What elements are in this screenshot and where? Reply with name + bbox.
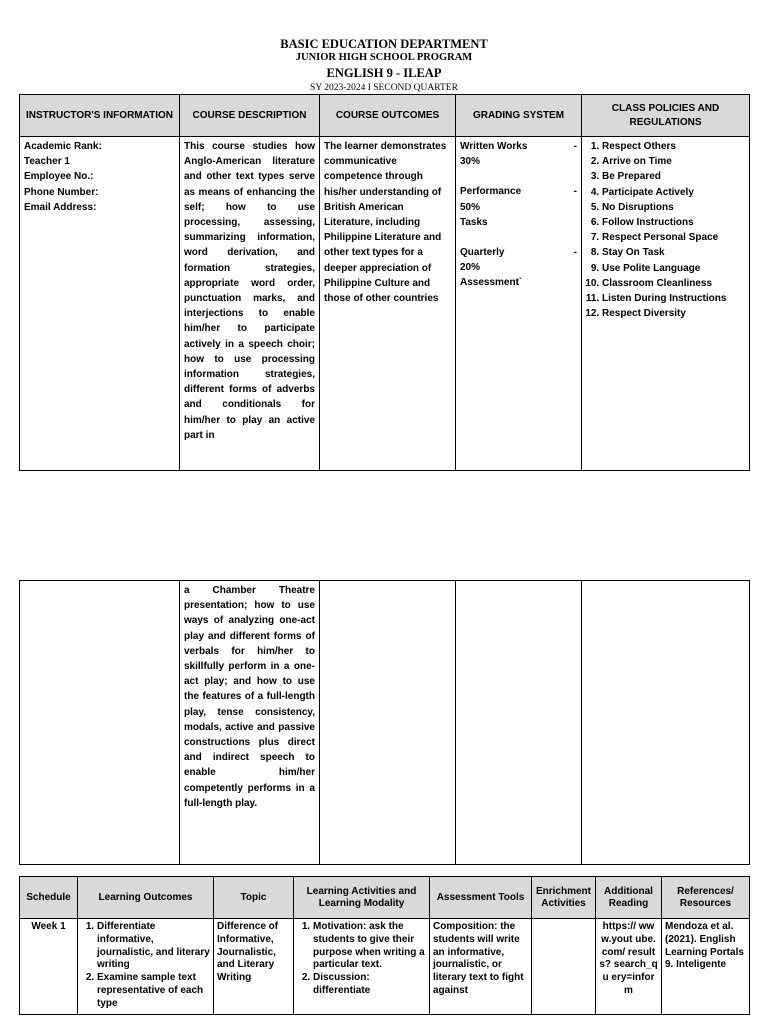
- sched-header-reading: Additional Reading: [596, 877, 662, 919]
- instructor-rank-label: Academic Rank:: [24, 141, 102, 152]
- header-policies: CLASS POLICIES AND REGULATIONS: [582, 95, 750, 137]
- header-instructor: INSTRUCTOR'S INFORMATION: [20, 95, 180, 137]
- instructor-employee-label: Employee No.:: [24, 171, 94, 183]
- sched-activity-item: 2. Discussion: differentiate: [313, 972, 426, 998]
- policy-item: 9. Use Polite Language: [602, 261, 745, 276]
- instructor-rank-value: Teacher 1: [24, 156, 70, 168]
- sched-week: Week 1: [20, 919, 78, 1015]
- course-description-part2: a Chamber Theatre presentation; how to use ways of analyzing one-act play and different forms of verbals for him/her to skillfully perform in a one-act play; and how to use the features of a full-length play, tense consistency, modals, active and passive constructions plus direct and indirect speech to enable him/her competently performs in a full-length play.: [184, 585, 315, 809]
- sched-activities-cell: [294, 919, 430, 1015]
- sched-references: Mendoza et al. (2021). English Learning Portals 9. Inteligente: [662, 919, 750, 1015]
- class-policies-cell-cont: [582, 581, 750, 865]
- course-outcomes-cell-cont: [320, 581, 456, 865]
- policy-item: 5. No Disruptions: [602, 200, 745, 215]
- policy-item: 6. Follow Instructions: [602, 215, 745, 230]
- policy-item: 7. Respect Personal Space: [602, 230, 745, 245]
- instructor-info-cell-cont: [20, 581, 180, 865]
- grading-performance-pct: 50%: [460, 201, 481, 213]
- header-outcomes: COURSE OUTCOMES: [320, 95, 456, 137]
- sched-header-assessment: Assessment Tools: [430, 877, 532, 919]
- grading-quarterly-pct: 20%: [460, 262, 481, 274]
- program-title: JUNIOR HIGH SCHOOL PROGRAM: [295, 52, 473, 63]
- course-description-part1: This course studies how Anglo-American literature and other text types serve as means of enhancing the self; how to use processing, assessing, summarizing information, word derivation, and formation strategies, appropriate word order, punctuation marks, and interjections to enable him/her to participate actively in a speech choir; how to use processing information strategies, different forms of adverbs and conditionals for him/her to play an active part in: [184, 141, 315, 441]
- instructor-info-cell: [20, 137, 180, 471]
- grading-quarterly: Quarterly -: [460, 247, 577, 259]
- sched-header-enrichment: Enrichment Activities: [532, 877, 596, 919]
- grading-written-pct: 30%: [460, 156, 481, 168]
- sched-outcomes-list: [81, 921, 210, 1011]
- instructor-email-label: Email Address:: [24, 201, 97, 213]
- grading-written: Written Works -: [460, 141, 577, 152]
- course-outcomes-cell: [320, 137, 456, 471]
- policy-item: 3. Be Prepared: [602, 169, 745, 184]
- sched-activities-list: [297, 921, 426, 998]
- header-description: COURSE DESCRIPTION: [180, 95, 320, 137]
- sched-reading-link[interactable]: https:// www.yout ube.com/ results? search_qu ery=inform: [596, 919, 662, 1015]
- syllabus-table: [19, 94, 750, 471]
- policy-item: 11. Listen During Instructions: [602, 291, 745, 306]
- grading-quarterly-extra: Assessment`: [460, 277, 523, 289]
- sched-header-outcomes: Learning Outcomes: [78, 877, 214, 919]
- policy-item: 10. Classroom Cleanliness: [602, 276, 745, 291]
- course-outcomes-text: The learner demonstrates communicative competence through his/her understanding of British American Literature, including Philippine Literature and other text types for a deeper appreciation of Philippine Culture and those of other countries: [324, 141, 447, 305]
- grading-system-cell: [456, 137, 582, 471]
- grading-performance: Performance -: [460, 186, 577, 198]
- class-policies-cell: [582, 137, 750, 471]
- sched-outcomes-cell: [78, 919, 214, 1015]
- policy-item: 8. Stay On Task: [602, 245, 745, 260]
- school-year: SY 2023-2024 I SECOND QUARTER: [310, 83, 458, 93]
- sched-outcome-item: 1. Differentiate informative, journalistic, and literary writing: [97, 921, 210, 972]
- sched-header-references: References/ Resources: [662, 877, 750, 919]
- sched-header-schedule: Schedule: [20, 877, 78, 919]
- sched-header-topic: Topic: [214, 877, 294, 919]
- policy-item: 1. Respect Others: [602, 139, 745, 154]
- schedule-table: [19, 876, 750, 1015]
- sched-assessment: Composition: the students will write an informative, journalistic, or literary text to fight against: [430, 919, 532, 1015]
- policy-item: 4. Participate Actively: [602, 185, 745, 200]
- sched-topic: Difference of Informative, Journalistic, and Literary Writing: [214, 919, 294, 1015]
- sched-outcome-item: 2. Examine sample text representative of each type: [97, 972, 210, 1010]
- grading-system-cell-cont: [456, 581, 582, 865]
- sched-header-activities: Learning Activities and Learning Modality: [294, 877, 430, 919]
- syllabus-table-continued: [19, 580, 750, 865]
- sched-enrichment: [532, 919, 596, 1015]
- course-description-cell: [180, 137, 320, 471]
- instructor-phone-label: Phone Number:: [24, 186, 99, 198]
- policy-item: 12. Respect Diversity: [602, 306, 745, 321]
- course-title: ENGLISH 9 - ILEAP: [326, 66, 442, 80]
- header-grading: GRADING SYSTEM: [456, 95, 582, 137]
- department-title: BASIC EDUCATION DEPARTMENT: [280, 37, 488, 51]
- class-policies-list: [586, 139, 745, 321]
- sched-activity-item: 1. Motivation: ask the students to give their purpose when writing a particular text.: [313, 921, 426, 972]
- policy-item: 2. Arrive on Time: [602, 154, 745, 169]
- grading-performance-extra: Tasks: [460, 216, 488, 228]
- course-description-cell-cont: [180, 581, 320, 865]
